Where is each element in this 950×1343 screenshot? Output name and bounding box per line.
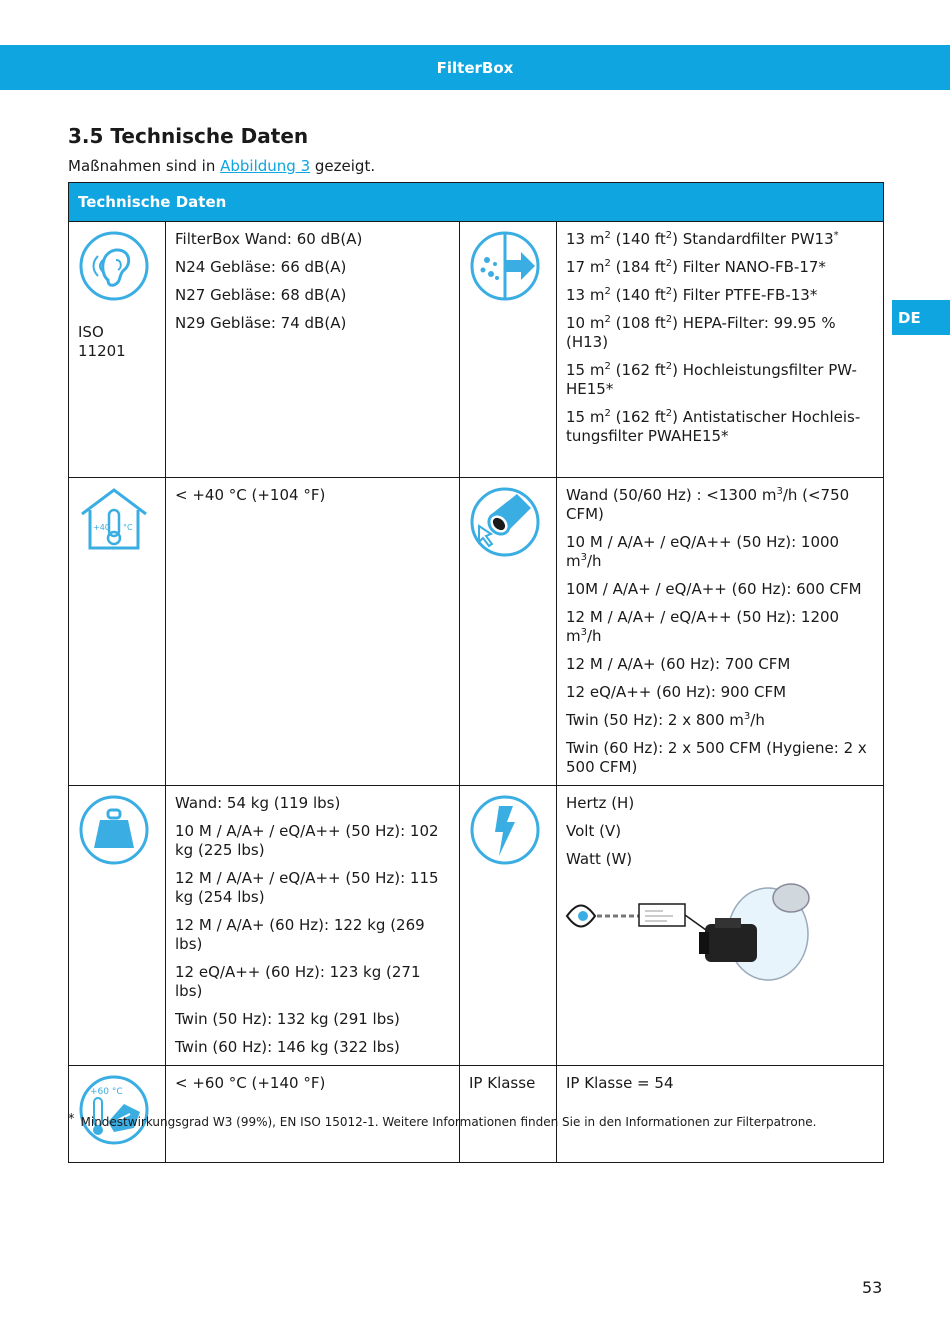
hand-thermometer-icon xyxy=(78,1074,150,1146)
type-plate-illustration xyxy=(563,880,813,1000)
figure-link[interactable]: Abbildung 3 xyxy=(220,157,311,175)
airflow-line: 12 eQ/A++ (60 Hz): 900 CFM xyxy=(566,683,787,701)
room-temp-icon-left: +40 xyxy=(93,523,110,532)
airflow-line: Twin (60 Hz): 2 x 500 CFM (Hygiene: 2 x 500 CFM) xyxy=(566,739,867,776)
weight-line: Twin (60 Hz): 146 kg (322 lbs) xyxy=(175,1038,400,1056)
noise-values xyxy=(166,222,460,478)
electrical-values xyxy=(557,786,884,1066)
weight-line: 10 M / A/A+ / eQ/A++ (50 Hz): 102 kg (225 lbs) xyxy=(175,822,439,859)
filter-line: 15 $m^2$ (162 $ft^2$) Hochleistungsfilter PW-HE15* xyxy=(566,361,857,398)
room-temperature xyxy=(166,478,460,786)
electrical-icon-cell xyxy=(460,786,557,1066)
weight-icon xyxy=(78,794,150,866)
suction-pipe-icon xyxy=(469,486,541,558)
filter-line: 15 $m^2$ (162 $ft^2$) Antistatischer Hochleis-tungsfilter PWAHE15* xyxy=(566,408,861,445)
fan-blower-illustration xyxy=(699,884,809,980)
section-title: 3.5 Technische Daten xyxy=(68,124,309,148)
noise-line: N24 Gebläse: 66 dB(A) xyxy=(175,258,347,276)
weight-icon-cell xyxy=(69,786,166,1066)
airflow-values xyxy=(557,478,884,786)
storage-temp-value: < +60 °C (+140 °F) xyxy=(175,1074,326,1092)
airflow-line: Twin (50 Hz): 2 x 800 $m^3/h$ xyxy=(566,711,765,729)
noise-line: FilterBox Wand: 60 dB(A) xyxy=(175,230,363,248)
filter-area-values xyxy=(557,222,884,478)
eye-icon xyxy=(567,906,595,927)
tech-data-table xyxy=(68,182,884,1163)
table-header: Technische Daten xyxy=(69,183,884,222)
filter-line: 13 $m^2$ (140 $ft^2$) Standardfilter PW13* xyxy=(566,230,839,248)
electrical-line: Watt (W) xyxy=(566,850,633,868)
weight-line: 12 M / A/A+ / eQ/A++ (50 Hz): 115 kg (254 lbs) xyxy=(175,869,439,906)
noise-line: N29 Gebläse: 74 dB(A) xyxy=(175,314,347,332)
intro-text xyxy=(68,157,375,175)
filter-line: 17 $m^2$ (184 $ft^2$) Filter NANO-FB-17* xyxy=(566,258,826,276)
electrical-line: Volt (V) xyxy=(566,822,622,840)
footnote-text: Mindestwirkungsgrad W3 (99%), EN ISO 15012-1. Weitere Informationen finden Sie in den Informationen zur Filterpatrone. xyxy=(80,1115,817,1129)
airflow-icon-cell xyxy=(460,478,557,786)
weight-values xyxy=(166,786,460,1066)
filter-line: 10 $m^2$ (108 $ft^2$) HEPA-Filter: 99.95 % (H13) xyxy=(566,314,836,351)
room-temp-icon-right: °C xyxy=(123,523,133,532)
electrical-line: Hertz (H) xyxy=(566,794,635,812)
language-tab-label: DE xyxy=(898,308,921,327)
airflow-line: 10 M / A/A+ / eQ/A++ (50 Hz): 1000 $m^3/h$ xyxy=(566,533,840,570)
weight-line: Twin (50 Hz): 132 kg (291 lbs) xyxy=(175,1010,400,1028)
room-temp-value: < +40 °C (+104 °F) xyxy=(175,486,326,504)
noise-icon-cell xyxy=(69,222,166,478)
ip-value: IP Klasse = 54 xyxy=(566,1074,674,1092)
airflow-line: Wand (50/60 Hz) : <1300 $m^3/h$ (<750 CFM) xyxy=(566,486,850,523)
language-tab[interactable] xyxy=(892,300,950,335)
filter-line: 13 $m^2$ (140 $ft^2$) Filter PTFE-FB-13* xyxy=(566,286,818,304)
footnote-marker: * xyxy=(68,1112,75,1127)
iso-standard-label: ISO 11201 xyxy=(78,323,126,360)
airflow-line: 10M / A/A+ / eQ/A++ (60 Hz): 600 CFM xyxy=(566,580,862,598)
header-title: FilterBox xyxy=(436,58,514,77)
header-bar xyxy=(0,45,950,90)
weight-line: 12 M / A/A+ (60 Hz): 122 kg (269 lbs) xyxy=(175,916,425,953)
house-thermometer-icon xyxy=(78,486,150,552)
room-temp-icon-cell xyxy=(69,478,166,786)
lightning-icon xyxy=(469,794,541,866)
hearing-icon xyxy=(78,230,150,308)
noise-line: N27 Gebläse: 68 dB(A) xyxy=(175,286,347,304)
airflow-line: 12 M / A/A+ / eQ/A++ (50 Hz): 1200 $m^3/h$ xyxy=(566,608,840,645)
filter-airflow-icon xyxy=(469,230,541,302)
ip-label: IP Klasse xyxy=(469,1074,536,1092)
storage-temp-icon-label: +60 °C xyxy=(90,1087,123,1097)
page-number: 53 xyxy=(862,1278,883,1297)
footnote xyxy=(68,1112,817,1129)
airflow-line: 12 M / A/A+ (60 Hz): 700 CFM xyxy=(566,655,791,673)
intro-after: gezeigt. xyxy=(310,157,376,175)
weight-line: Wand: 54 kg (119 lbs) xyxy=(175,794,341,812)
weight-line: 12 eQ/A++ (60 Hz): 123 kg (271 lbs) xyxy=(175,963,421,1000)
intro-before: Maßnahmen sind in xyxy=(68,157,221,175)
filter-icon-cell xyxy=(460,222,557,478)
